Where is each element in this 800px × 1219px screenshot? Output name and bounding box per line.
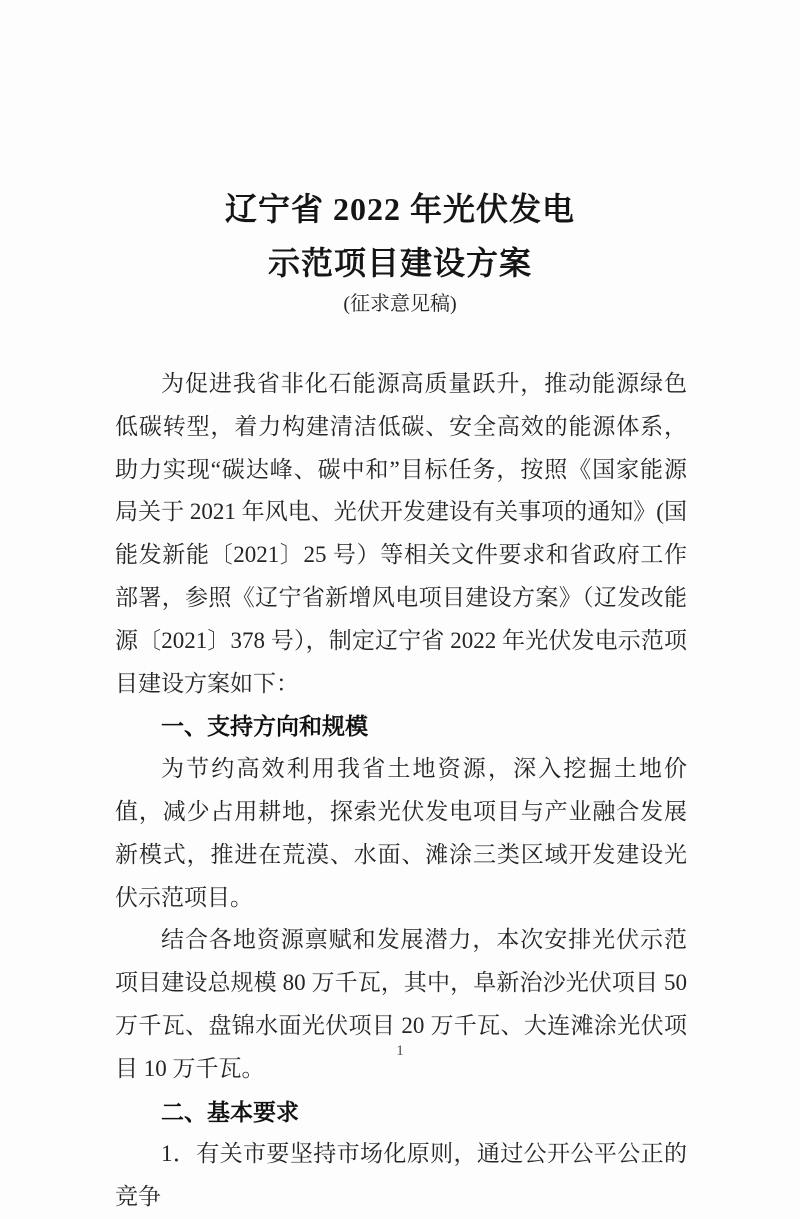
section-heading-2: 二、基本要求 [161,1098,299,1125]
paragraph-capacity: 结合各地资源禀赋和发展潜力，本次安排光伏示范项目建设总规模 80 万千瓦，其中，阜新治沙光伏项目 50 万千瓦、盘锦水面光伏项目 20 万千瓦、大连滩涂光伏项目 10 万千瓦。 [115,927,687,1081]
document-subtitle: (征求意见稿) [343,293,457,315]
document-title-line1: 辽宁省 2022 年光伏发电 [224,191,575,227]
document-body [115,363,687,1219]
document-title-line2: 示范项目建设方案 [267,245,532,281]
page-number: 1 [396,1043,404,1059]
document-title [0,182,800,290]
section-heading-1: 一、支持方向和规模 [161,713,368,740]
paragraph-requirement-1: 1．有关市要坚持市场化原则，通过公开公平公正的竞争 [115,1141,687,1210]
paragraph-land-use: 为节约高效利用我省土地资源，深入挖掘土地价值，减少占用耕地，探索光伏发电项目与产业融合发展新模式，推进在荒漠、水面、滩涂三类区域开发建设光伏示范项目。 [115,756,687,910]
paragraph-intro: 为促进我省非化石能源高质量跃升，推动能源绿色低碳转型，着力构建清洁低碳、安全高效的能源体系，助力实现“碳达峰、碳中和”目标任务，按照《国家能源局关于 2021 年风电、光伏开发建设有关事项的通知》(国能发新能〔2021〕25 号）等相关文件要求和省政府工作部署，参照《辽宁省新增风电项目建设方案》（辽发改能源〔2021〕378 号），制定辽宁省 2022 年光伏发电示范项目建设方案如下： [115,371,687,696]
